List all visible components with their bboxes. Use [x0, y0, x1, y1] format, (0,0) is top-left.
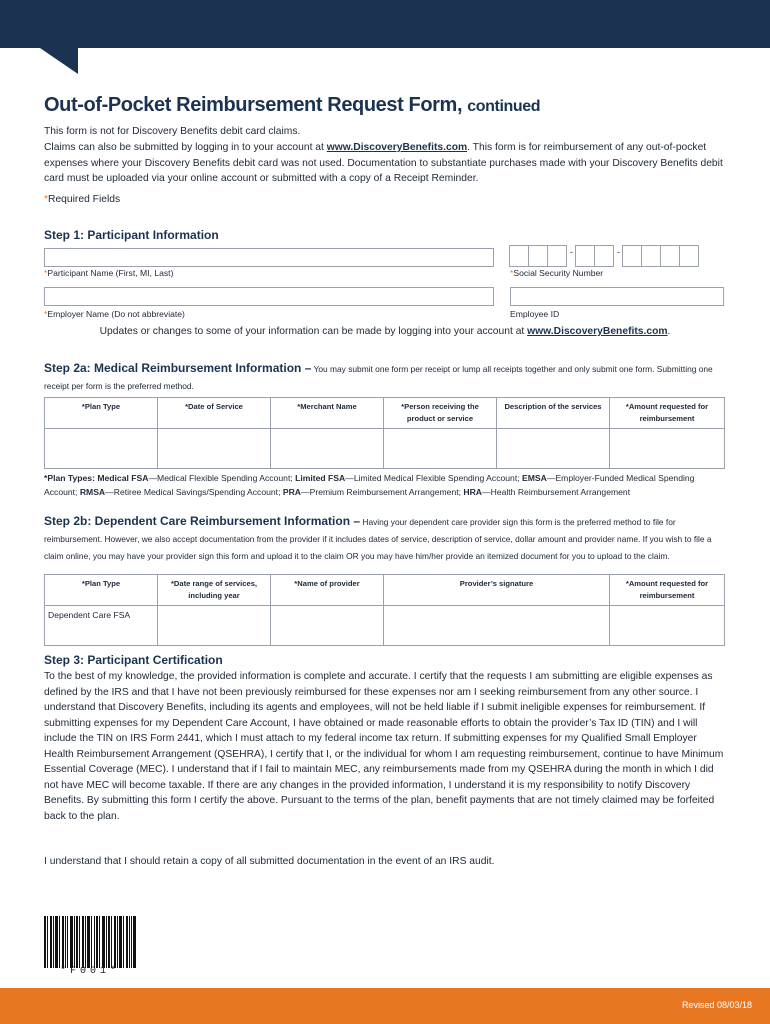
discovery-link[interactable]: www.DiscoveryBenefits.com	[527, 326, 668, 337]
plan-type-cell[interactable]	[45, 429, 158, 469]
col-description: Description of the services	[497, 398, 610, 429]
participant-name-label: *Participant Name (First, MI, Last)	[44, 268, 174, 278]
col-date-of-service: *Date of Service	[158, 398, 271, 429]
person-receiving-cell[interactable]	[384, 429, 497, 469]
employee-id-label: Employee ID	[510, 309, 560, 319]
col-amount-requested: *Amount requested for reimbursement	[610, 575, 725, 606]
ssn-digit-box[interactable]	[641, 245, 661, 267]
ssn-dash: -	[617, 247, 620, 257]
col-plan-type: *Plan Type	[45, 575, 158, 606]
employee-id-field[interactable]	[510, 287, 724, 306]
ssn-digit-box[interactable]	[594, 245, 614, 267]
medical-reimbursement-table	[44, 397, 725, 469]
step3-heading: Step 3: Participant Certification	[44, 653, 223, 667]
ssn-digit-box[interactable]	[660, 245, 680, 267]
header-tab-corner	[40, 48, 78, 74]
dependent-care-plan-cell: Dependent Care FSA	[45, 606, 158, 646]
provider-signature-cell[interactable]	[384, 606, 610, 646]
form-title: Out-of-Pocket Reimbursement Request Form, continued	[44, 94, 541, 116]
account-update-note: Updates or changes to some of your information can be made by logging into your account at www.DiscoveryBenefits.com.	[99, 326, 671, 337]
employer-name-field[interactable]	[44, 287, 494, 306]
ssn-label: *Social Security Number	[510, 268, 604, 278]
col-provider-signature: Provider’s signature	[384, 575, 610, 606]
description-cell[interactable]	[497, 429, 610, 469]
employer-name-label: *Employer Name (Do not abbreviate)	[44, 309, 185, 319]
amount-requested-cell[interactable]	[610, 606, 725, 646]
step2a-heading: Step 2a: Medical Reimbursement Information – You may submit one form per receipt or lump all receipts together and only submit one form. Submitting one receipt per form is the preferred method.	[44, 361, 713, 391]
ssn-digit-box[interactable]	[528, 245, 548, 267]
col-plan-type: *Plan Type	[45, 398, 158, 429]
required-fields-note: *Required Fields	[44, 194, 121, 205]
revised-date: Revised 08/03/18	[681, 1000, 752, 1010]
col-amount-requested: *Amount requested for reimbursement	[610, 398, 725, 429]
date-of-service-cell[interactable]	[158, 429, 271, 469]
ssn-digit-box[interactable]	[679, 245, 699, 267]
merchant-name-cell[interactable]	[271, 429, 384, 469]
discovery-link[interactable]: www.DiscoveryBenefits.com	[326, 142, 468, 153]
footer-bar	[0, 988, 770, 1024]
col-provider-name: *Name of provider	[271, 575, 384, 606]
ssn-dash: -	[570, 247, 573, 257]
col-date-range: *Date range of services, including year	[158, 575, 271, 606]
barcode-image	[44, 916, 136, 968]
dependent-care-table	[44, 574, 725, 646]
step2b-heading: Step 2b: Dependent Care Reimbursement Information – Having your dependent care provider sign this form is the preferred method to file for reimbursement. However, we also accept documentation from the provider if it includes dates of service, description of service, dollar amount and provider name. If you wish to file a claim online, you may have your provider sign this form and upload it to the claim OR you may have him/her provide an itemized document for you to upload to the claim.	[44, 514, 712, 561]
ssn-digit-box[interactable]	[509, 245, 529, 267]
step1-heading: Step 1: Participant Information	[44, 228, 219, 242]
intro-paragraph: Claims can also be submitted by logging in to your account at www.DiscoveryBenefits.com. This form is for reimbursement of any out-of-pocket expenses where your Discovery Benefits debit card was not used. Documentation to substantiate purchases made with your Discovery Benefits debit card must be uploaded via your online account or submitted with a copy of a Receipt Reminder.	[44, 142, 723, 184]
ssn-digit-box[interactable]	[575, 245, 595, 267]
certification-text: To the best of my knowledge, the provided information is complete and accurate. I certify that the requests I am submitting are eligible expenses as defined by the IRS and that I have not been previously reimbursed for these expenses nor am I seeking reimbursement from any other source. I understand that Discovery Benefits, including its agents and employees, will not be held liable if I submit ineligible expenses for reimbursement. If submitting expenses for my Dependent Care Account, I have obtained or made reasonable efforts to obtain the provider’s Tax ID (TIN) and I will include the TIN on IRS Form 2441, which I must attach to my federal income tax return. If submitting expenses for my Qualified Small Employer Health Reimbursement Arrangement (QSEHRA), I certify that I, or the individual for whom I am requesting reimbursement, continue to have Minimum Essential Coverage (MEC). I understand that if I fail to maintain MEC, any reimbursements made from my QSEHRA during the month in which I did not have MEC will become taxable. If there are any changes in the provided information, I understand it is my responsibility to notify Discovery Benefits. By submitting this form I certify the above. Pursuant to the terms of the plan, benefit payments that are not timely claimed may be forfeited back to the plan.	[44, 671, 724, 822]
title-suffix: continued	[467, 98, 541, 115]
barcode-text: *F001*	[59, 966, 120, 977]
retain-documentation-note: I understand that I should retain a copy of all submitted documentation in the event of an IRS audit.	[44, 856, 495, 867]
date-range-cell[interactable]	[158, 606, 271, 646]
col-person-receiving: *Person receiving the product or service	[384, 398, 497, 429]
ssn-digit-box[interactable]	[547, 245, 567, 267]
amount-requested-cell[interactable]	[610, 429, 725, 469]
plan-types-note: *Plan Types: Medical FSA—Medical Flexible Spending Account; Limited FSA—Limited Medical Flexible Spending Account; EMSA—Employer-Funded Medical Spending Account; RMSA—Retiree Medical Savings/Spending Account; PRA—Premium Reimbursement Arrangement; HRA—Health Reimbursement Arrangement	[44, 473, 695, 497]
ssn-digit-box[interactable]	[622, 245, 642, 267]
col-merchant-name: *Merchant Name	[271, 398, 384, 429]
provider-name-cell[interactable]	[271, 606, 384, 646]
header-bar	[0, 0, 770, 48]
intro-debit-note: This form is not for Discovery Benefits debit card claims.	[44, 126, 301, 137]
participant-name-field[interactable]	[44, 248, 494, 267]
ssn-field[interactable]	[510, 245, 699, 267]
